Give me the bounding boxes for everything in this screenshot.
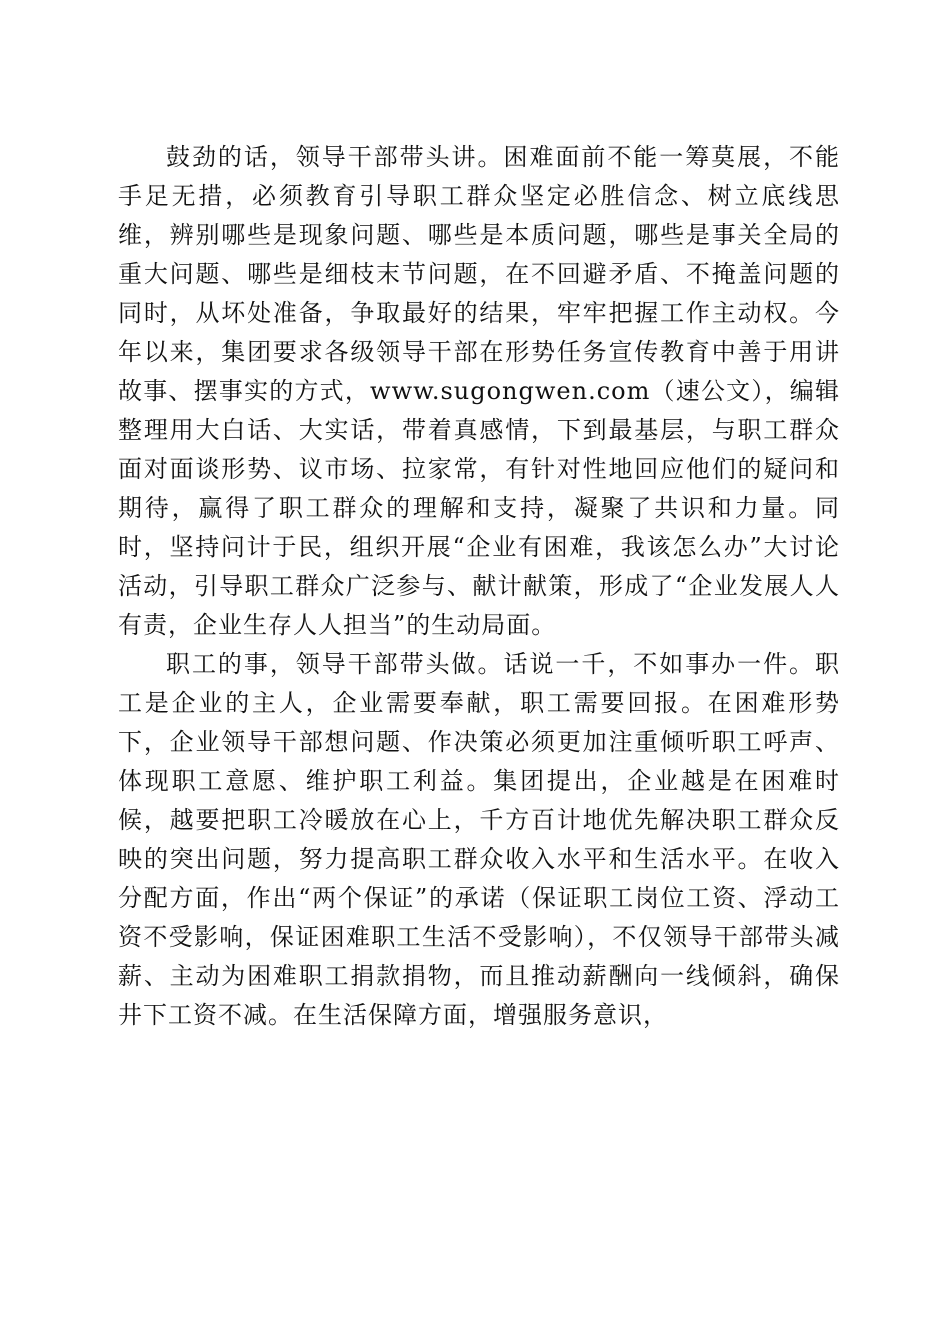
paragraph-1: 鼓劲的话，领导干部带头讲。困难面前不能一筹莫展，不能手足无措，必须教育引导职工群众坚定必胜信念、树立底线思维，辨别哪些是现象问题、哪些是本质问题，哪些是事关全局的重大问题、哪些是细枝末节问题，在不回避矛盾、不掩盖问题的同时，从坏处准备，争取最好的结果，牢牢把握工作主动权。今年以来，集团要求各级领导干部在形势任务宣传教育中善于用讲故事、摆事实的方式，www.sugongwen.com（速公文），编辑整理用大白话、大实话，带着真感情，下到最基层，与职工群众面对面谈形势、议市场、拉家常，有针对性地回应他们的疑问和期待，赢得了职工群众的理解和支持，凝聚了共识和力量。同时，坚持问计于民，组织开展“企业有困难，我该怎么办”大讨论活动，引导职工群众广泛参与、献计献策，形成了“企业发展人人有责，企业生存人人担当”的生动局面。 (118, 143, 840, 639)
document-body (118, 138, 840, 1035)
paragraph-2: 职工的事，领导干部带头做。话说一千，不如事办一件。职工是企业的主人，企业需要奉献，职工需要回报。在困难形势下，企业领导干部想问题、作决策必须更加注重倾听职工呼声、体现职工意愿、维护职工利益。集团提出，企业越是在困难时候，越要把职工冷暖放在心上，千方百计地优先解决职工群众反映的突出问题，努力提高职工群众收入水平和生活水平。在收入分配方面，作出“两个保证”的承诺（保证职工岗位工资、浮动工资不受影响，保证困难职工生活不受影响），不仅领导干部带头减薪、主动为困难职工捐款捐物，而且推动薪酬向一线倾斜，确保井下工资不减。在生活保障方面，增强服务意识， (118, 650, 840, 1029)
